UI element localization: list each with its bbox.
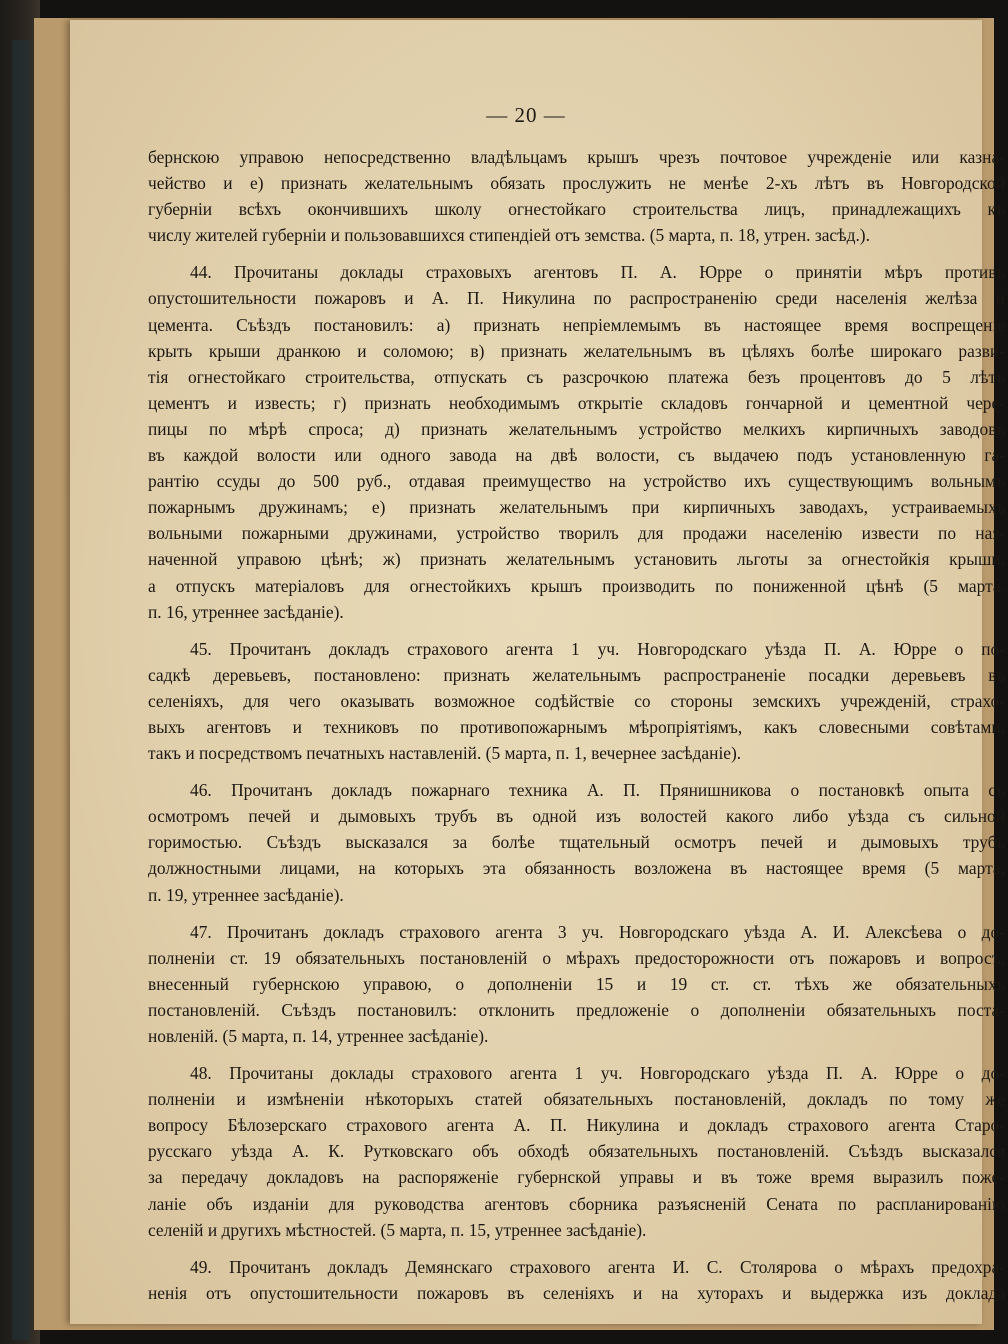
paragraph — [148, 1060, 1005, 1243]
text-line: 48. Прочитаны доклады страхового агента 1 уч. Новгородскаго уѣзда П. А. Юрре о до- — [190, 1063, 1005, 1084]
text-line: пожарнымъ дружинамъ; е) признать желательнымъ при кирпичныхъ заводахъ, устраиваемыхъ — [148, 497, 1005, 518]
text-line: 44. Прочитаны доклады страховыхъ агентовъ П. А. Юрре о принятіи мѣръ противъ — [190, 262, 1005, 283]
text-line: садкѣ деревьевъ, постановлено: признать желательнымъ распространеніе посадки деревьевъ въ — [148, 664, 1005, 685]
text-line: 45. Прочитанъ докладъ страхового агента 1 уч. Новгородскаго уѣзда П. А. Юрре о по- — [190, 638, 1005, 659]
body-text — [148, 144, 1005, 1306]
text-line: вопросу Бѣлозерскаго страхового агента А. П. Никулина и докладъ страхового агента Старо- — [148, 1115, 1005, 1136]
paragraph-gap — [148, 248, 1005, 259]
paragraph — [148, 777, 1005, 907]
text-line: цемента. Съѣздъ постановилъ: а) признать непріемлемымъ въ настоящее время воспрещеніе — [148, 314, 1005, 335]
paragraph — [148, 919, 1005, 1049]
text-line: п. 16, утреннее засѣданіе). — [148, 601, 344, 622]
book-spine-strip — [12, 40, 30, 1340]
text-line: бернскою управою непосредственно владѣльцамъ крышъ чрезъ почтовое учрежденіе или казна- — [148, 147, 1005, 167]
text-line: должностными лицами, на которыхъ эта обязанность возложена въ настоящее время (5 марта, — [148, 858, 1005, 879]
text-line: вольными пожарными дружинами, устройство творилъ для продажи населенію извести по наз- — [148, 523, 1005, 544]
text-line: постановленій. Съѣздъ постановилъ: отклонить предложеніе о дополненіи обязательныхъ поста- — [148, 999, 1005, 1020]
text-line: крыть крыши дранкою и соломою; в) признать желательнымъ въ цѣляхъ болѣе широкаго разви- — [148, 340, 1005, 361]
text-line: 47. Прочитанъ докладъ страхового агента 3 уч. Новгородскаго уѣзда А. И. Алексѣева о до- — [190, 921, 1005, 942]
text-line: числу жителей губерніи и пользовавшихся стипендіей отъ земства. (5 марта, п. 18, утрен. засѣд.). — [148, 225, 870, 246]
paragraph — [148, 259, 1005, 624]
text-line: чейство и е) признать желательнымъ обязать прослужить не менѣе 2-хъ лѣтъ въ Новгородской — [148, 173, 1005, 194]
text-line: за передачу докладовъ на распоряженіе губернской управы и въ тоже время выразилъ поже- — [148, 1167, 1005, 1188]
text-line: цементъ и известь; г) признать необходимымъ открытіе складовъ гончарной и цементной чере- — [148, 392, 1005, 413]
text-line: наченной управою цѣнѣ; ж) признать желательнымъ установить льготы за огнестойкія крыши, — [148, 549, 1005, 570]
text-line: внесенный губернскою управою, о дополненіи 15 и 19 ст. ст. тѣхъ же обязательныхъ — [148, 973, 1005, 994]
text-line: а отпускъ матеріаловъ для огнестойкихъ крышъ производить по пониженной цѣнѣ (5 марта, — [148, 575, 1005, 596]
text-line: осмотромъ печей и дымовыхъ трубъ въ одной изъ волостей какого либо уѣзда съ сильной — [148, 806, 1005, 827]
text-line: пицы по мѣрѣ спроса; д) признать желательнымъ устройство мелкихъ кирпичныхъ заводовъ — [148, 418, 1005, 439]
text-line: опустошительности пожаровъ и А. П. Никулина по распространенію среди населенія желѣза и — [148, 288, 1005, 309]
page-number: — 20 — — [486, 103, 566, 127]
text-line: выхъ агентовъ и техниковъ по противопожарнымъ мѣропріятіямъ, какъ словесными совѣтами, — [148, 716, 1005, 737]
text-line: полненіи и измѣненіи нѣкоторыхъ статей обязательныхъ постановленій, докладъ по тому же — [148, 1089, 1005, 1110]
book-page — [70, 20, 1005, 1324]
text-line: ненія отъ опустошительности пожаровъ въ селеніяхъ и на хуторахъ и выдержка изъ доклада — [148, 1282, 1005, 1303]
paragraph-gap — [148, 625, 1005, 636]
text-line: новленій. (5 марта, п. 14, утреннее засѣданіе). — [148, 1026, 489, 1046]
text-line: горимостью. Съѣздъ высказался за болѣе тщательный осмотръ печей и дымовыхъ трубъ — [148, 832, 1005, 853]
text-line: полненіи ст. 19 обязательныхъ постановленій о мѣрахъ предосторожности отъ пожаровъ и вопросъ, — [148, 947, 1005, 968]
text-line: тія огнестойкаго строительства, отпускать съ разсрочкою платежа безъ процентовъ до 5 лѣтъ — [148, 366, 1005, 387]
text-line: такъ и посредствомъ печатныхъ наставленій. (5 марта, п. 1, вечернее засѣданіе). — [148, 743, 742, 764]
paragraph-gap — [148, 766, 1005, 777]
text-line: п. 19, утреннее засѣданіе). — [148, 884, 344, 905]
text-line: въ каждой волости или одного завода на двѣ волости, съ выдачею подъ установленную га- — [148, 445, 1005, 466]
paragraph — [148, 636, 1005, 766]
text-line: 49. Прочитанъ докладъ Демянскаго страхового агента И. С. Столярова о мѣрахъ предохра- — [190, 1256, 1005, 1277]
text-line: ланіе объ изданіи для руководства агентовъ сборника разъясненій Сената по распланированію — [148, 1193, 1005, 1214]
paragraph — [148, 1254, 1005, 1306]
paragraph-gap — [148, 1049, 1005, 1060]
text-line: селеніяхъ, для чего оказывать возможное содѣйствіе со стороны земскихъ учрежденій, страхо- — [148, 690, 1005, 711]
paragraph-gap — [148, 1243, 1005, 1254]
text-line: селеній и другихъ мѣстностей. (5 марта, п. 15, утреннее засѣданіе). — [148, 1219, 647, 1240]
paragraph — [148, 144, 1005, 248]
paragraph-gap — [148, 908, 1005, 919]
text-line: русскаго уѣзда А. К. Рутковскаго объ обходѣ обязательныхъ постановленій. Съѣздъ высказался — [148, 1141, 1005, 1162]
text-line: губерніи всѣхъ окончившихъ школу огнестойкаго строительства лицъ, принадлежащихъ къ — [148, 199, 1005, 220]
text-line: 46. Прочитанъ докладъ пожарнаго техника А. П. Прянишникова о постановкѣ опыта съ — [190, 780, 1005, 801]
text-line: рантію ссуды до 500 руб., отдавая преимущество на устройство ихъ существующимъ вольнымъ — [148, 471, 1005, 492]
